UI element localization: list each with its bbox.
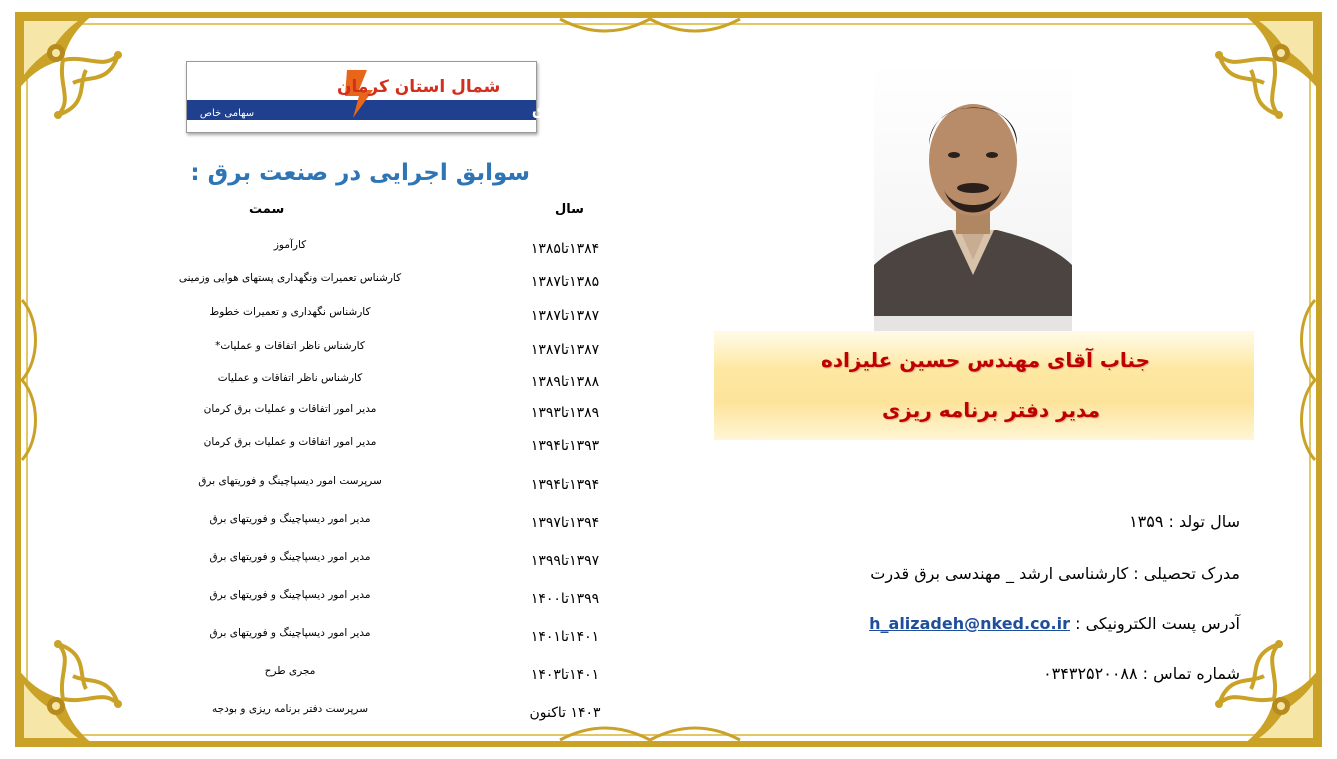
experience-position: مدیر امور اتفاقات و عملیات برق کرمان [203,436,377,448]
experience-row [0,665,700,685]
experience-year: ۱۳۸۹تا۱۳۹۳ [530,405,600,421]
phone-value: ۰۳۴۳۲۵۲۰۰۸۸ [1043,664,1138,683]
experience-position: مجری طرح [264,665,316,677]
experience-row [0,403,700,423]
logo-region: شمال استان کرمان [337,77,501,97]
experience-row [0,703,700,723]
portrait-photo [874,60,1072,316]
experience-year: ۱۳۸۷تا۱۳۸۷ [530,342,600,358]
experience-heading: سوابق اجرایی در صنعت برق : [190,160,530,186]
experience-year: ۱۳۹۹تا۱۴۰۰ [530,591,600,607]
experience-row [0,589,700,609]
experience-position: مدیر امور اتفاقات و عملیات برق کرمان [203,403,377,415]
email-link[interactable]: h_alizadeh@nked.co.ir [869,614,1070,633]
phone-label: شماره تماس : [1137,664,1240,683]
company-logo-graphic [187,62,709,132]
birth-year-label: سال تولد : [1163,512,1240,531]
experience-position: کارآموز [273,239,307,251]
experience-year: ۱۳۸۴تا۱۳۸۵ [530,241,600,257]
degree-value: کارشناسی ارشد _ مهندسی برق قدرت [870,564,1129,583]
experience-row [0,372,700,392]
company-logo [186,61,709,133]
logo-company-type: سهامی خاص [199,108,255,119]
experience-row [0,340,700,360]
degree-line [760,564,1240,583]
experience-row [0,475,700,495]
experience-position: مدیر امور دیسپاچینگ و فوریتهای برق [209,513,371,525]
experience-position: مدیر امور دیسپاچینگ و فوریتهای برق [209,589,371,601]
experience-year: ۱۳۸۵تا۱۳۸۷ [530,274,600,290]
experience-position: سرپرست امور دیسپاچینگ و فوریتهای برق [198,475,382,487]
experience-row [0,513,700,533]
experience-year: ۱۳۸۷تا۱۳۸۷ [530,308,600,324]
experience-year: ۱۳۸۸تا۱۳۸۹ [530,374,600,390]
logo-company-name: شرکت توزیع نیروی برق [532,101,709,119]
birth-year-value: ۱۳۵۹ [1129,512,1164,531]
person-name: جناب آقای مهندس حسین علیزاده [820,348,1150,372]
experience-position: مدیر امور دیسپاچینگ و فوریتهای برق [209,627,371,639]
experience-year: ۱۳۹۳تا۱۳۹۴ [530,438,600,454]
year-column-header: سال [555,202,584,217]
experience-position: کارشناس نگهداری و تعمیرات خطوط [209,306,371,318]
experience-position: کارشناس ناظر اتفاقات و عملیات* [215,340,365,352]
degree-label: مدرک تحصیلی : [1128,564,1240,583]
experience-position: سرپرست دفتر برنامه ریزی و بودجه [211,703,369,715]
experience-row [0,306,700,326]
experience-position: کارشناس تعمیرات ونگهداری پستهای هوایی وزمینی [178,272,402,284]
experience-year: ۱۳۹۴تا۱۳۹۴ [530,477,600,493]
experience-row [0,551,700,571]
email-label: آدرس پست الکترونیکی : [1070,614,1240,633]
experience-position: مدیر امور دیسپاچینگ و فوریتهای برق [209,551,371,563]
experience-row [0,239,700,259]
experience-position: کارشناس ناظر اتفاقات و عملیات [217,372,363,384]
birth-year-line [760,512,1240,531]
experience-year: ۱۳۹۴تا۱۳۹۷ [530,515,600,531]
experience-year: ۱۴۰۱تا۱۴۰۳ [530,667,600,683]
experience-year: ۱۴۰۱تا۱۴۰۱ [530,629,600,645]
person-title: مدیر دفتر برنامه ریزی [881,398,1100,422]
experience-row [0,627,700,647]
email-line [760,614,1240,633]
phone-line [760,664,1240,683]
experience-year: ۱۴۰۳ تاکنون [529,705,601,721]
experience-row [0,272,700,292]
position-column-header: سمت [249,202,285,217]
experience-row [0,436,700,456]
experience-year: ۱۳۹۷تا۱۳۹۹ [530,553,600,569]
